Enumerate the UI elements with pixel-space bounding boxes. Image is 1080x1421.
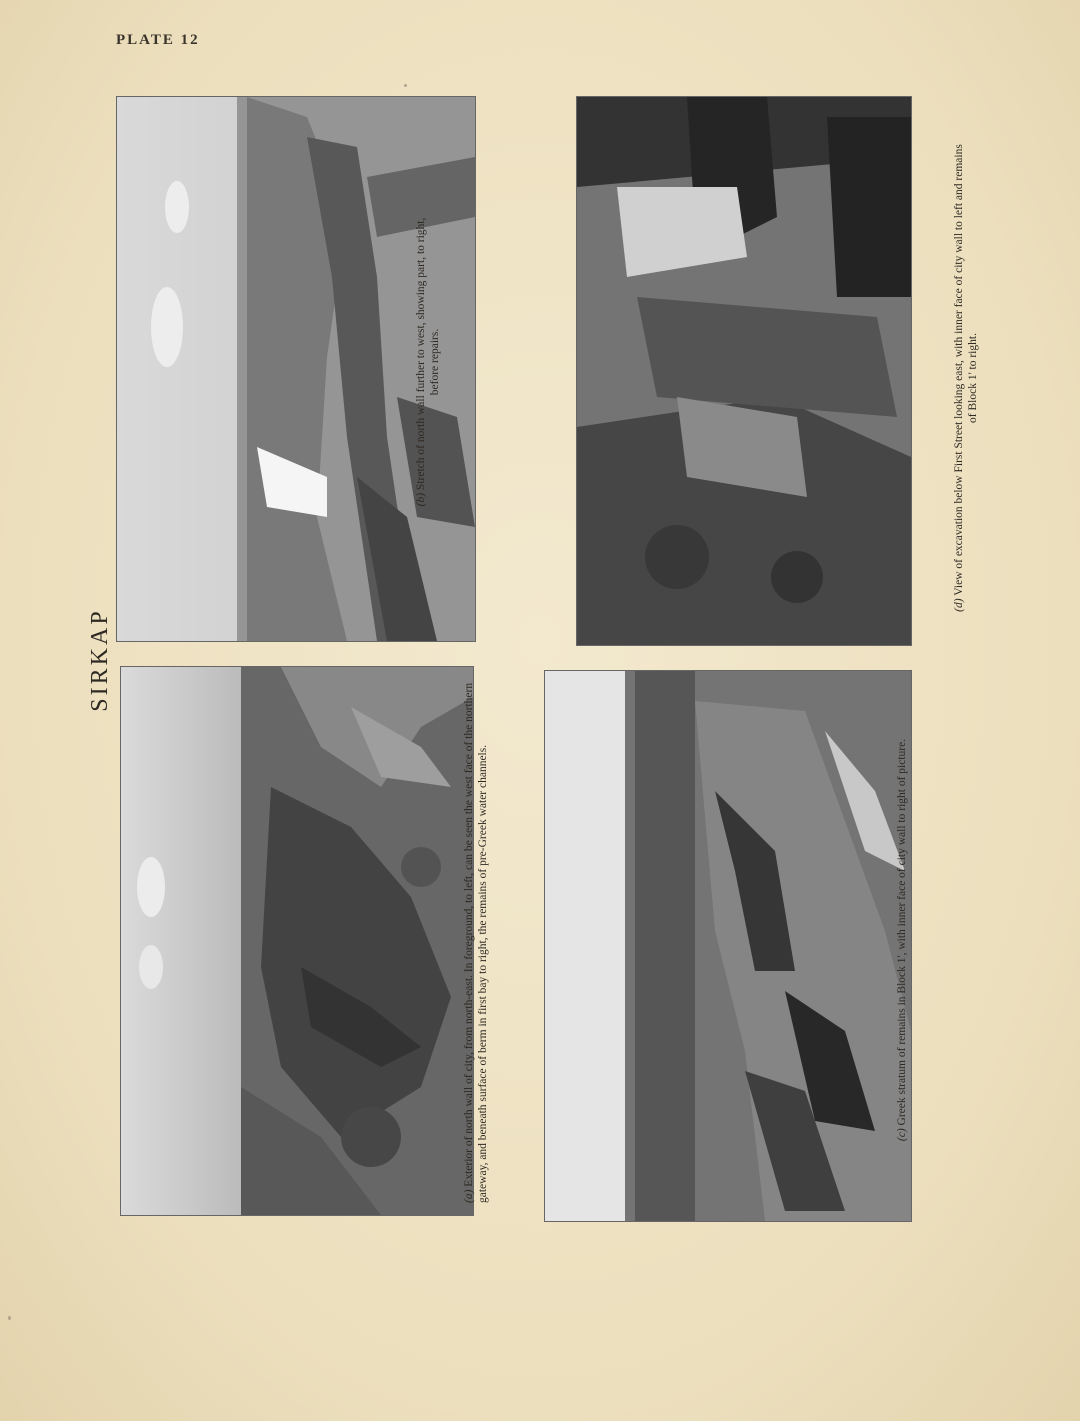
page-title: SIRKAP (87, 608, 113, 712)
caption-b-text: Stretch of north wall further to west, showing part, to right, before repairs. (415, 217, 441, 491)
photo-d (576, 96, 912, 646)
photo-a (120, 666, 474, 1216)
caption-c (895, 735, 931, 1145)
photo-c (544, 670, 912, 1222)
caption-d-label: (d) (953, 598, 965, 612)
caption-c-label: (c) (896, 1128, 908, 1142)
paper-speck (404, 84, 407, 87)
caption-a-text: Exterior of north wall of city, from north-east. In foreground, to left, can be seen the west face of the northern gateway, and beneath surface of berm in first bay to right, the remains of pre-Greek water channels. (463, 682, 489, 1203)
plate-label: PLATE 12 (116, 32, 200, 48)
caption-d (952, 143, 988, 613)
caption-c-text: Greek stratum of remains in Block 1', with inner face of city wall to right of picture. (896, 738, 908, 1126)
caption-b (414, 212, 450, 512)
caption-d-text: View of excavation below First Street looking east, with inner face of city wall to left and remains of Block 1' to right. (953, 144, 979, 596)
paper-speck (8, 1316, 11, 1320)
caption-a-label: (a) (463, 1189, 475, 1203)
caption-b-label: (b) (415, 492, 427, 507)
caption-a (462, 653, 518, 1203)
